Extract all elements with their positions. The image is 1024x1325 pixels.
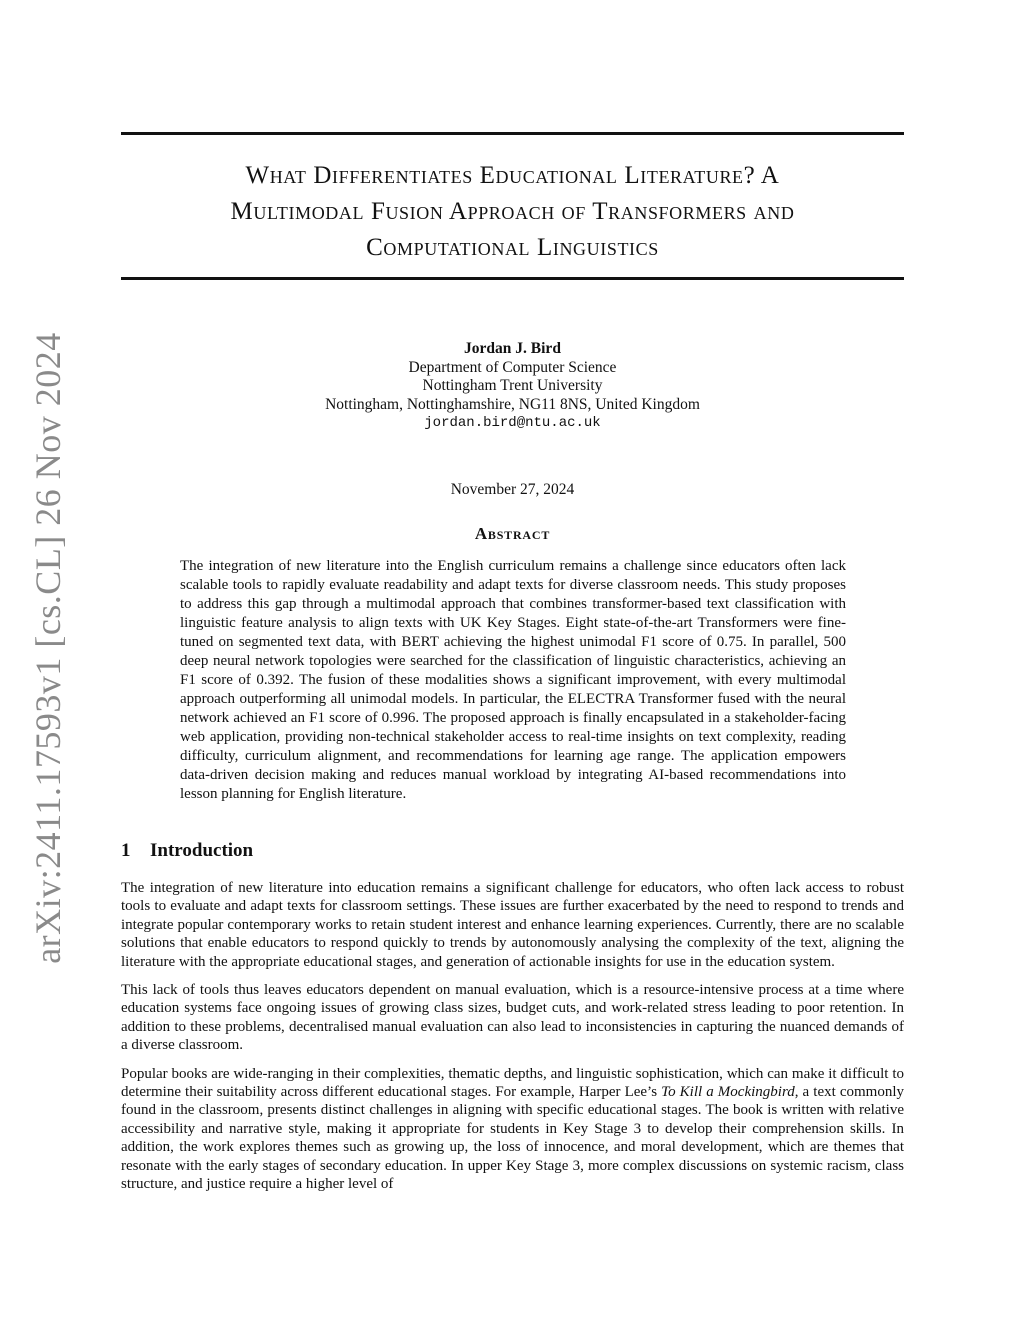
author-institution: Nottingham Trent University bbox=[422, 377, 603, 394]
author-department: Department of Computer Science bbox=[408, 358, 617, 376]
title-line-2: Multimodal Fusion Approach of Transformers and bbox=[230, 198, 795, 225]
intro-paragraph-3-start: Popular books are wide-ranging in their complexities, thematic depths, and linguistic sophistication, which can make it difficult to determine their suitability across different educational stages. For example, Harper Lee’s bbox=[121, 1065, 904, 1101]
intro-paragraph-3 bbox=[121, 1065, 904, 1194]
paper-date: November 27, 2024 bbox=[450, 481, 575, 498]
title-line-3: Computational Linguistics bbox=[366, 234, 659, 261]
paper-title bbox=[121, 158, 904, 266]
title-rule-bottom bbox=[121, 277, 904, 280]
abstract-text: The integration of new literature into the English curriculum remains a challenge since educators often lack scalable tools to rapidly evaluate readability and adapt texts for diverse classroom needs. This study proposes to address this gap through a multimodal approach that combines transformer-based text classification with linguistic feature analysis to align texts with UK Key Stages. Eight state-of-the-art Transformers were fine-tuned on segmented text data, with BERT achieving the highest unimodal F1 score of 0.75. In parallel, 500 deep neural network topologies were searched for the classification of linguistic characteristics, achieving an F1 score of 0.392. The fusion of these modalities shows a significant improvement, with every multimodal approach outperforming all unimodal models. In particular, the ELECTRA Transformer fused with the neural network achieved an F1 score of 0.996. The proposed approach is finally encapsulated in a stakeholder-facing web application, providing non-technical stakeholder access to real-time insights on text complexity, reading difficulty, curriculum alignment, and recommendations for learning age range. The application empowers data-driven decision making and reduces manual workload by integrating AI-based recommendations into lesson planning for English literature. bbox=[180, 558, 846, 802]
section-heading-introduction bbox=[121, 840, 253, 862]
title-line-1: What Differentiates Educational Literature? A bbox=[245, 162, 780, 189]
section-number: 1 bbox=[121, 840, 131, 861]
author-block bbox=[121, 340, 904, 433]
book-title: To Kill a Mockingbird bbox=[661, 1084, 795, 1101]
author-name: Jordan J. Bird bbox=[464, 340, 561, 357]
abstract-heading: Abstract bbox=[474, 524, 551, 543]
intro-paragraph-1: The integration of new literature into education remains a significant challenge for educators, who often lack access to robust tools to evaluate and adapt texts for classroom settings. These issues are further exacerbated by the need to respond to trends and integrate popular contemporary works to retain student interest and enhance learning experiences. Currently, there are no scalable solutions that enable educators to respond quickly to trends by autonomously analysing the complexity of the text, aligning the literature with the appropriate educational stages, and generation of actionable insights for use in the education system. bbox=[121, 880, 904, 970]
intro-paragraph-3-end: , a text commonly found in the classroom, presents distinct challenges in aligning with specific educational stages. The book is written with relative accessibility and narrative style, making it appropriate for students in Key Stage 3 to develop their comprehension skills. In addition, the work explores themes such as growing up, the loss of innocence, and moral development, which are themes that resonate with the early stages of secondary education. In upper Key Stage 3, more complex discussions on systemic racism, class structure, and justice require a higher level of bbox=[121, 1084, 904, 1193]
intro-paragraph-2: This lack of tools thus leaves educators dependent on manual evaluation, which is a resource-intensive process at a time where education systems face ongoing issues of growing class sizes, budget cuts, and work-related stress leading to poor retention. In addition to these problems, decentralised manual evaluation can also lead to inconsistencies in capturing the nuanced demands of a diverse classroom. bbox=[121, 982, 904, 1054]
introduction-body bbox=[121, 879, 904, 1194]
section-title: Introduction bbox=[150, 840, 254, 861]
arxiv-identifier-stamp: arXiv:2411.17593v1 [cs.CL] 26 Nov 2024 bbox=[28, 332, 68, 964]
author-address: Nottingham, Nottinghamshire, NG11 8NS, United Kingdom bbox=[325, 395, 700, 413]
author-email[interactable]: jordan.bird@ntu.ac.uk bbox=[424, 415, 601, 431]
title-rule-top bbox=[121, 132, 904, 135]
